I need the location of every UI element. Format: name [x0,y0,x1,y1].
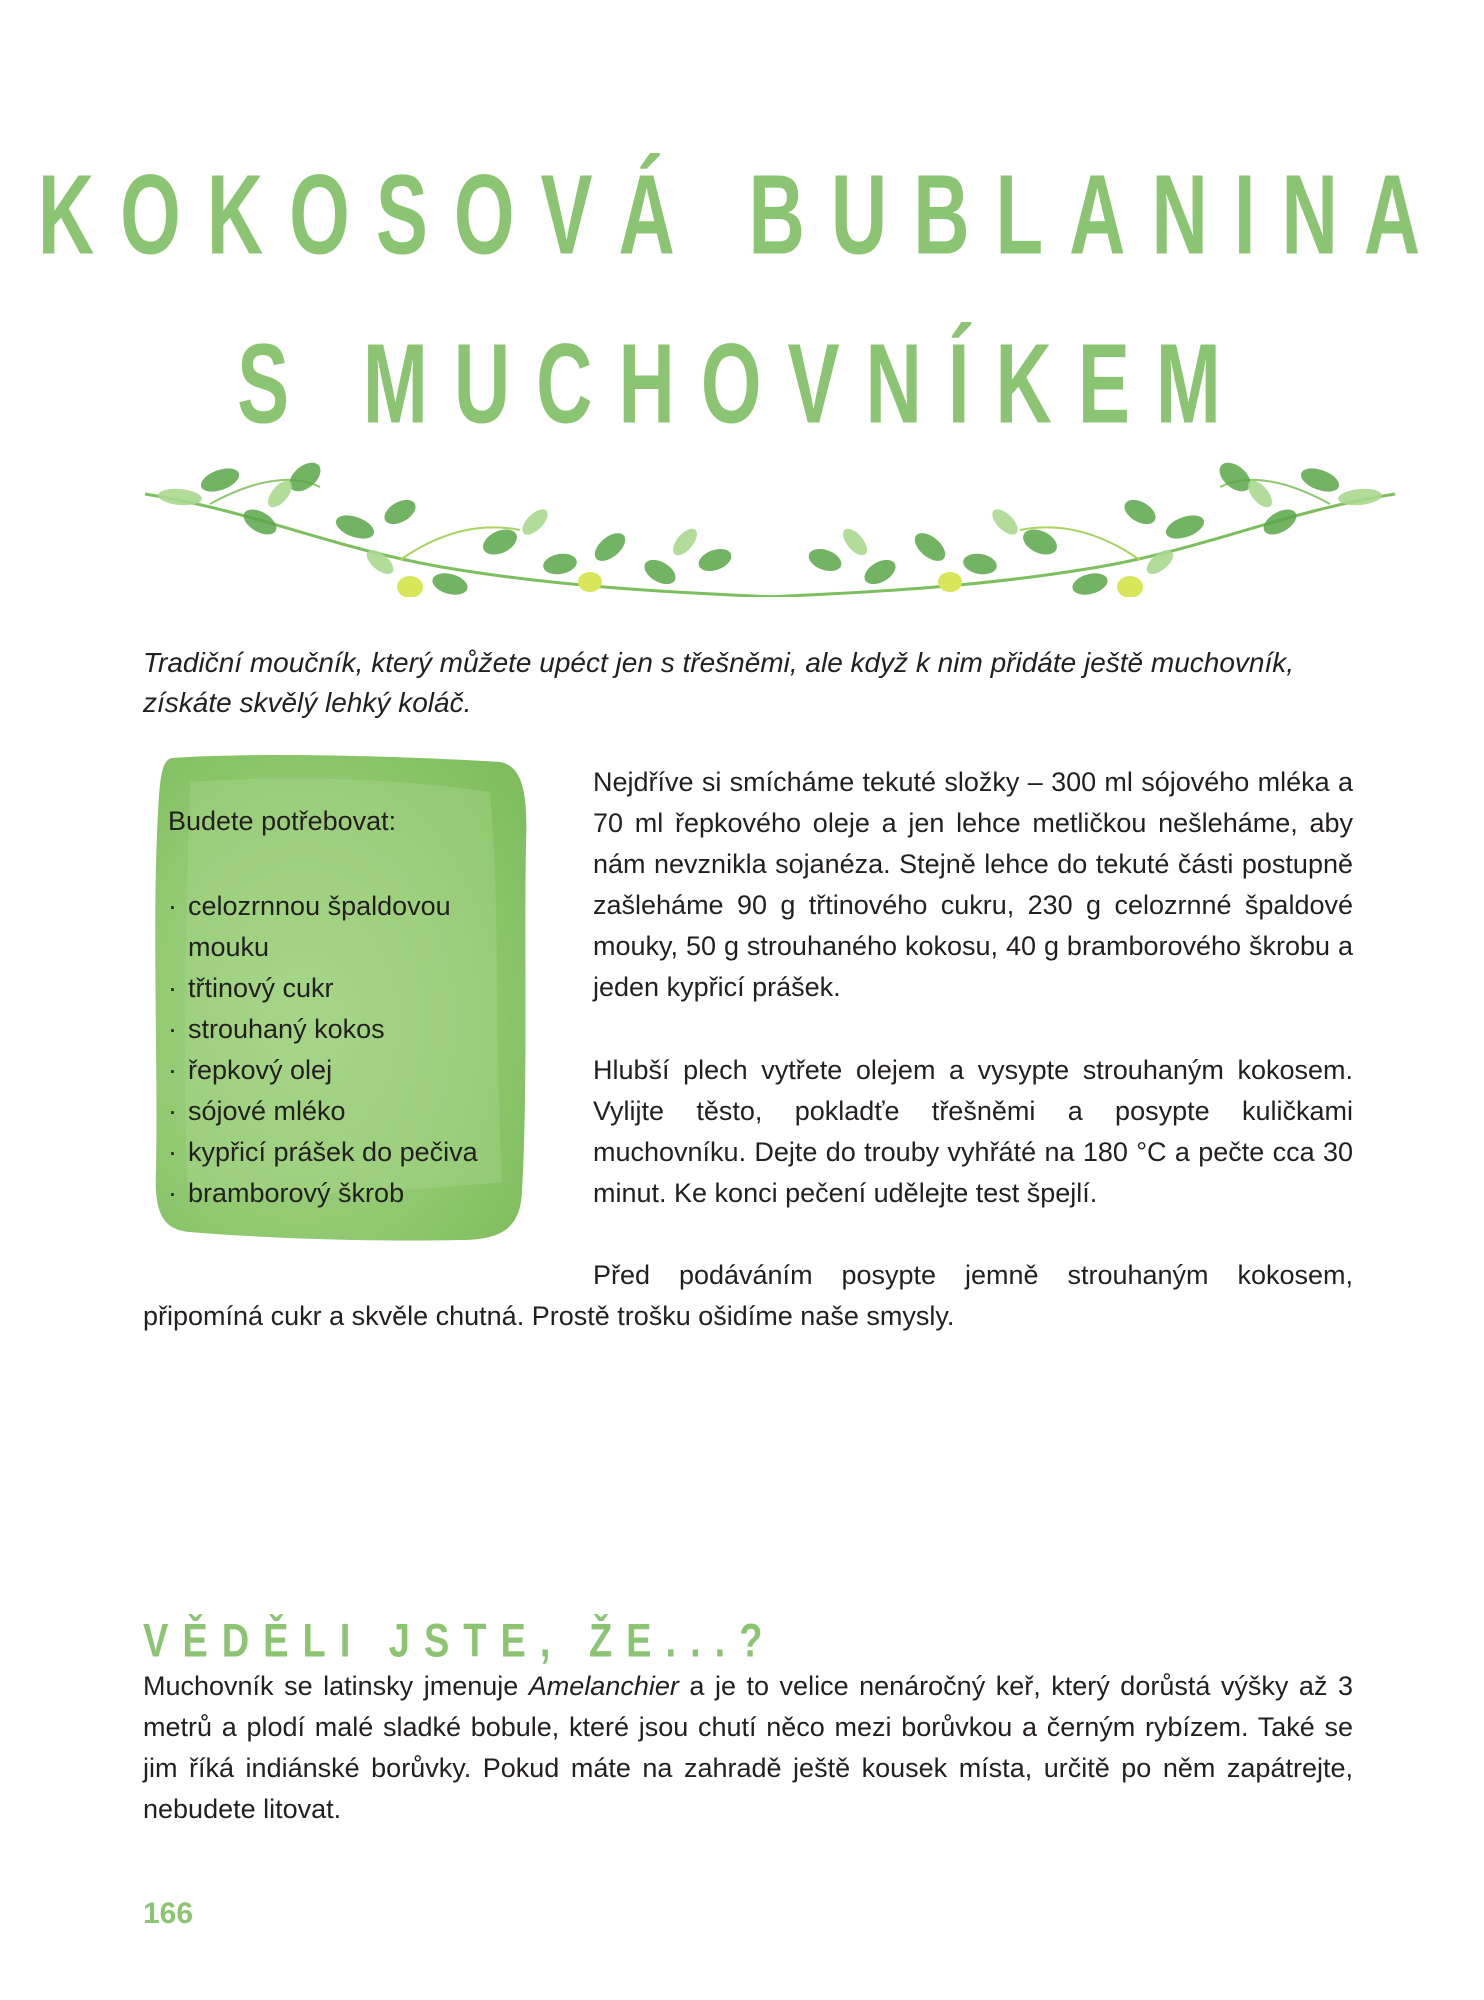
ingredient-item: · řepkový olej [168,1055,333,1085]
leafy-vine-left-icon [140,452,780,597]
ingredient-item: · třtinový cukr [168,973,334,1003]
ingredients-box [150,752,530,1244]
ingredient-item: · celozrnnou špaldovou mouku [168,891,451,962]
did-you-know-heading: VĚDĚLI JSTE, ŽE...? [143,1615,777,1668]
ingredient-item: · bramborový škrob [168,1178,405,1208]
ingredient-item: · kypřicí prášek do pečiva [168,1137,478,1167]
recipe-title-line-1: KOKOSOVÁ BUBLANINA [37,150,1447,279]
recipe-title-line-2: S MUCHOVNÍKEM [237,319,1247,448]
ingredient-item: · sójové mléko [168,1096,346,1126]
leafy-vine-right-icon [760,452,1400,597]
page-number: 166 [143,1897,194,1930]
latin-name: Amelanchier [528,1671,679,1701]
ingredient-item: · strouhaný kokos [168,1014,385,1044]
did-you-know-text: Muchovník se latinsky jmenuje Amelanchier a je to velice nenáročný keř, který dorůstá výšky až 3 metrů a plodí malé sladké bobule, které jsou chutí něco mezi borůvkou a černým rybízem. Také se jim říká indiánské borůvky. Pokud máte na zahradě ještě kousek místa, určitě po něm zapátrejte, nebudete litovat. [143,1671,1353,1824]
ingredients-list [168,886,530,1214]
step-paragraph-2: Hlubší plech vytřete olejem a vysypte strouhaným kokosem. Vylijte těsto, pokladťe třešněmi a posypte kuličkami muchovníku. Dejte do trouby vyhřáté na 180 °C a pečte cca 30 minut. Ke konci pečení udělejte test špejlí. [593,1055,1353,1208]
step-paragraph-3: Před podáváním posypte jemně strouhaným kokosem, připomíná cukr a skvěle chutná. Prostě trošku ošidíme naše smysly. [143,1260,1353,1331]
step-paragraph-1: Nejdříve si smícháme tekuté složky – 300 ml sójového mléka a 70 ml řepkového oleje a jen lehce metličkou nešleháme, aby nám nevznikla sojanéza. Stejně lehce do tekuté části postupně zašleháme 90 g třtinového cukru, 230 g celozrnné špaldové mouky, 50 g strouhaného kokosu, 40 g bramborového škrobu a jeden kypřicí prášek. [593,767,1353,1002]
recipe-intro: Tradiční moučník, který můžete upéct jen s třešněmi, ale když k nim přidáte ještě muchovník, získáte skvělý lehký koláč. [143,647,1295,718]
ingredients-heading: Budete potřebovat: [168,806,397,836]
